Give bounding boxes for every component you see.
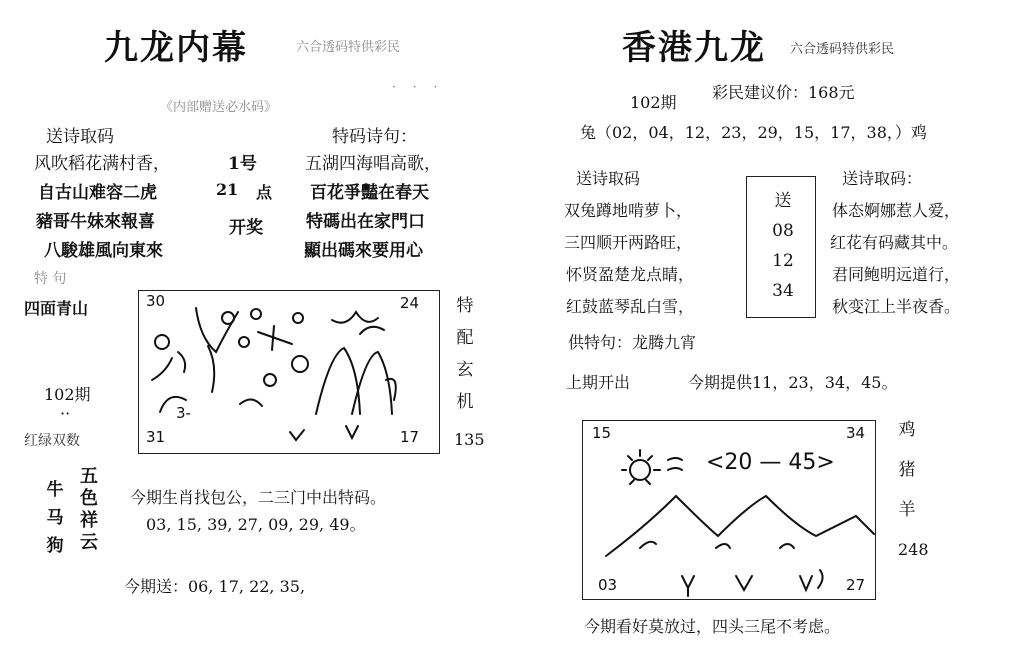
right-poem-header: 送诗取码 xyxy=(576,169,641,188)
right-bottom-line: 今期看好莫放过，四头三尾不考虑。 xyxy=(584,617,841,636)
phrase-four-mountains: 四面青山 xyxy=(24,299,89,318)
red-green-even: 红绿双数 xyxy=(24,433,80,449)
left-send-line: 今期送：06, 17, 22, 35, xyxy=(124,577,306,596)
right-poem2-line-4: 秋变江上半夜香。 xyxy=(832,297,961,316)
left-poem-header: 送诗取码 xyxy=(46,127,114,147)
draw-hour: 21 xyxy=(216,180,239,199)
left-side-number: 135 xyxy=(454,430,485,449)
left-sketch-label-mid: 3- xyxy=(176,404,191,422)
special-phrase-line: 供特句：龙腾九宵 xyxy=(568,333,697,352)
draw-hour-unit: 点 xyxy=(256,183,273,202)
right-poem-line-1: 双兔蹲地啃萝卜， xyxy=(564,201,693,220)
right-side-vertical: 鸡 猪 羊 xyxy=(898,420,916,520)
special-poem-line-4: 顯出碼來要用心 xyxy=(304,241,423,261)
special-poem-line-2: 百花爭豔在春天 xyxy=(310,183,429,203)
right-poem-line-4: 红鼓蓝琴乱白雪， xyxy=(566,297,695,316)
right-poem2-line-1: 体态婀娜惹人爱， xyxy=(832,201,961,220)
right-sketch-label-tr: 34 xyxy=(846,424,866,442)
left-period: 102期 xyxy=(44,385,91,404)
right-title: 香港九龙 xyxy=(622,28,766,68)
draw-label: 开奖 xyxy=(229,218,263,238)
right-poem-line-3: 怀贤盈楚龙点睛， xyxy=(566,265,695,284)
special-poem-line-1: 五湖四海唱高歌， xyxy=(305,154,441,174)
left-sketch-label-tr: 24 xyxy=(400,294,420,312)
left-side-vertical: 特 配 玄 机 xyxy=(456,296,474,412)
right-price: 彩民建议价：168元 xyxy=(712,83,855,102)
left-sketch-label-br: 17 xyxy=(400,428,420,446)
this-period-line: 今期提供11，23，34，45。 xyxy=(688,373,898,392)
last-period-label: 上期开出 xyxy=(566,373,631,392)
right-sketch-label-br: 27 xyxy=(846,576,866,594)
send-box-content: 送 08 12 34 xyxy=(772,191,794,301)
right-sketch-label-bl: 03 xyxy=(598,576,618,594)
draw-number-label: 1号 xyxy=(228,154,257,174)
left-faint-quote: 《内部赠送必水码》 xyxy=(160,100,278,115)
zodiac-left: 牛 马 狗 xyxy=(46,480,64,556)
right-sketch-label-mid: <20 — 45> xyxy=(706,450,835,475)
left-poem-line-3: 豬哥牛妹來報喜 xyxy=(36,212,155,232)
zodiac-right: 五 色 祥 云 xyxy=(80,466,98,553)
right-period: 102期 xyxy=(630,93,677,112)
right-subtitle: 六合透码特供彩民 xyxy=(790,42,895,57)
left-poem-line-4: 八駿雄風向東來 xyxy=(44,241,163,261)
right-poem2-line-3: 君同鲍明远道行， xyxy=(832,265,961,284)
left-poem-line-1: 风吹稻花满村香， xyxy=(34,154,170,174)
left-dots: ·· xyxy=(60,404,71,423)
left-sketch-label-bl: 31 xyxy=(146,428,166,446)
left-faint-subtitle: 六合透码特供彩民 xyxy=(296,40,401,55)
right-sketch-label-tl: 15 xyxy=(592,424,612,442)
right-poem-line-2: 三四顺开两路旺， xyxy=(564,233,693,252)
rabbit-line: 兔（02，04，12，23，29，15，17，38，）鸡 xyxy=(580,123,927,142)
right-poem-header-2: 送诗取码： xyxy=(842,169,923,188)
te-ju-label: 特 句 xyxy=(34,271,67,287)
special-poem-line-3: 特碼出在家門口 xyxy=(306,212,425,232)
right-side-number: 248 xyxy=(898,540,929,559)
right-poem2-line-2: 红花有码藏其中。 xyxy=(830,233,959,252)
left-special-header: 特码诗句： xyxy=(332,127,417,147)
left-line-1: 今期生肖找包公，二三门中出特码。 xyxy=(130,488,387,507)
left-poem-line-2: 自古山难容二虎 xyxy=(38,183,157,203)
left-title: 九龙内幕 xyxy=(104,28,248,68)
left-faint-dots: · · · xyxy=(392,80,438,95)
left-line-2: 03, 15, 39, 27, 09, 29, 49。 xyxy=(146,515,366,534)
left-sketch-label-tl: 30 xyxy=(146,292,166,310)
